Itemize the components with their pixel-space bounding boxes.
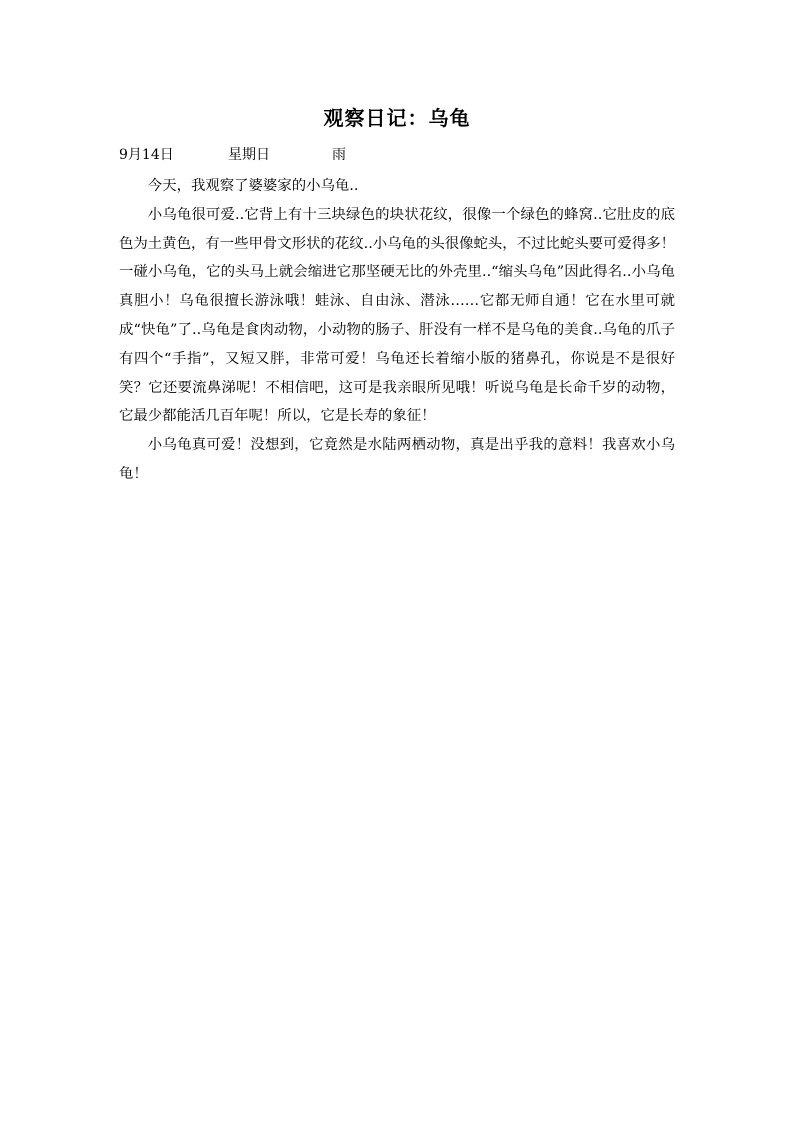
weekday-text: 星期日 — [228, 147, 270, 163]
paragraph: 今天，我观察了婆婆家的小乌龟.. — [147, 178, 359, 194]
weather-text: 雨 — [332, 147, 346, 163]
date-text: 9月14日 — [119, 147, 174, 163]
page-title: 观察日记：乌龟 — [323, 106, 471, 130]
paragraph: 小乌龟很可爱..它背上有十三块绿色的块状花纹，很像一个绿色的蜂窝..它肚皮的底色为土黄色，有一些甲骨文形状的花纹..小乌龟的头很像蛇头，不过比蛇头要可爱得多！一碰小乌龟，它的头马上就会缩进它那坚硬无比的外壳里..“缩头乌龟”因此得名..小乌龟真胆小！乌龟很擅长游泳哦！蛙泳、自由泳、潜泳……它都无师自通！它在水里可就成“快龟”了..乌龟是食肉动物，小动物的肠子、肝没有一样不是乌龟的美食..乌龟的爪子有四个“手指”，又短又胖，非常可爱！乌龟还长着缩小版的猪鼻孔，你说是不是很好笑？它还要流鼻涕呢！不相信吧，这可是我亲眼所见哦！听说乌龟是长命千岁的动物，它最少都能活几百年呢！所以，它是长寿的象征！ — [119, 206, 675, 425]
diary-body — [119, 172, 675, 489]
paragraph: 小乌龟真可爱！没想到，它竟然是水陆两栖动物，真是出乎我的意料！我喜欢小乌龟！ — [119, 437, 675, 482]
